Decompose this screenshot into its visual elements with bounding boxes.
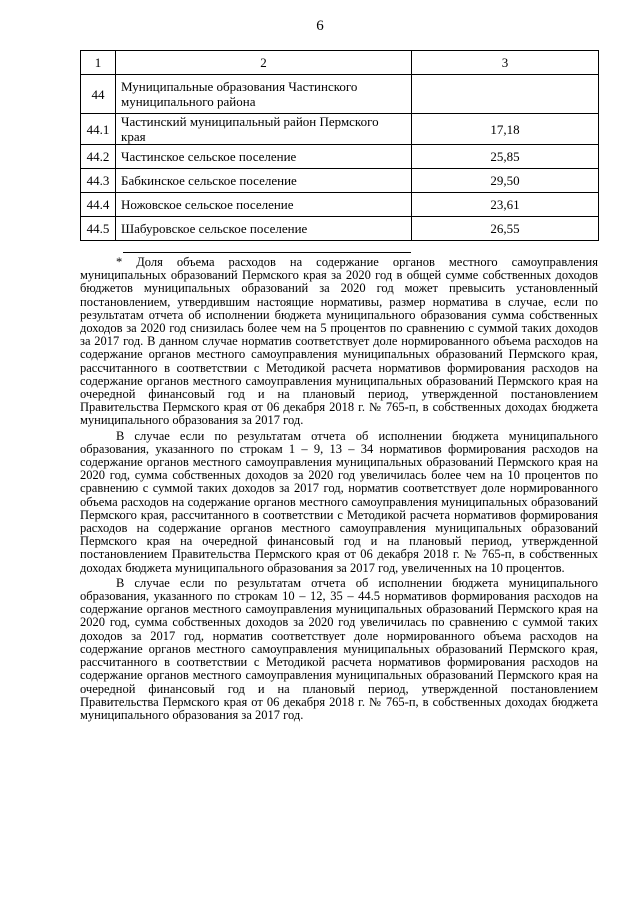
footnote-divider <box>123 252 411 253</box>
row-name: Муниципальные образования Частинского муниципального района <box>116 75 412 114</box>
table-row <box>81 145 599 169</box>
table-row <box>81 193 599 217</box>
row-name: Частинское сельское поселение <box>116 145 412 169</box>
row-value: 25,85 <box>412 145 599 169</box>
row-value: 29,50 <box>412 169 599 193</box>
row-number: 44.2 <box>81 145 116 169</box>
footnote-paragraph: В случае если по результатам отчета об исполнении бюджета муниципального образования, указанного по строкам 1 – 9, 13 – 34 нормативов формирования расходов на содержание органов местного самоуправления муниципальных образований Пермского края на 2020 год, сумма собственных доходов за 2020 год увеличилась более чем на 10 процентов по сравнению с суммой таких доходов за 2017 год, норматив соответствует доле нормированного объема расходов на содержание органов местного самоуправления муниципальных образований Пермского края, рассчитанного в соответствии с Методикой расчета нормативов формирования расходов на содержание органов местного самоуправления муниципальных образований Пермского края на очередной финансовый год и на плановый период, утвержденной постановлением Правительства Пермского края от 06 декабря 2018 г. № 765-п, в собственных доходах бюджета муниципального образования за 2017 год, увеличенных на 10 процентов. <box>80 428 598 575</box>
table-header-cell: 3 <box>412 51 599 75</box>
footnote-paragraph: * Доля объема расходов на содержание органов местного самоуправления муниципальных образований Пермского края за 2020 год в общей сумме собственных доходов бюджетов муниципальных образований за 2020 год может превысить установленный постановлением, утвердившим настоящие нормативы, размер норматива в случае, если по результатам отчета об исполнении бюджета муниципального образования сумма собственных доходов за 2020 год снизилась более чем на 5 процентов по сравнению с суммой таких доходов за 2017 год. В данном случае норматив соответствует доле нормированного объема расходов на содержание органов местного самоуправления муниципальных образований Пермского края, рассчитанного в соответствии с Методикой расчета нормативов формирования расходов на содержание органов местного самоуправления муниципальных образований Пермского края на очередной финансовый год и на плановый период, утвержденной постановлением Правительства Пермского края от 06 декабря 2018 г. № 765-п, в собственных доходах бюджета муниципального образования за 2017 год. <box>80 255 598 428</box>
page-number: 6 <box>316 18 324 34</box>
table-row <box>81 75 599 114</box>
table-row <box>81 217 599 241</box>
table-row <box>81 114 599 145</box>
row-name: Частинский муниципальный район Пермского края <box>116 114 412 145</box>
row-number: 44.1 <box>81 114 116 145</box>
row-value <box>412 75 599 114</box>
table-header-row <box>81 51 599 75</box>
row-number: 44.3 <box>81 169 116 193</box>
norms-table <box>80 50 599 241</box>
table-row <box>81 169 599 193</box>
row-value: 23,61 <box>412 193 599 217</box>
row-name: Шабуровское сельское поселение <box>116 217 412 241</box>
row-number: 44.4 <box>81 193 116 217</box>
footnote-paragraph: В случае если по результатам отчета об исполнении бюджета муниципального образования, указанного по строкам 10 – 12, 35 – 44.5 нормативов формирования расходов на содержание органов местного самоуправления муниципальных образований Пермского края на 2020 год, сумма собственных доходов за 2020 год увеличилась по сравнению с суммой таких доходов за 2017 год, норматив соответствует доле нормированного объема расходов на содержание органов местного самоуправления муниципальных образований Пермского края, рассчитанного в соответствии с Методикой расчета нормативов формирования расходов на содержание органов местного самоуправления муниципальных образований Пермского края на очередной финансовый год и на плановый период, утвержденной постановлением Правительства Пермского края от 06 декабря 2018 г. № 765-п, в собственных доходах бюджета муниципального образования за 2017 год. <box>80 575 598 722</box>
row-name: Бабкинское сельское поселение <box>116 169 412 193</box>
row-number: 44.5 <box>81 217 116 241</box>
table-header-cell: 2 <box>116 51 412 75</box>
row-name: Ножовское сельское поселение <box>116 193 412 217</box>
row-value: 17,18 <box>412 114 599 145</box>
row-number: 44 <box>81 75 116 114</box>
table-header-cell: 1 <box>81 51 116 75</box>
footnote-text <box>80 256 598 724</box>
row-value: 26,55 <box>412 217 599 241</box>
